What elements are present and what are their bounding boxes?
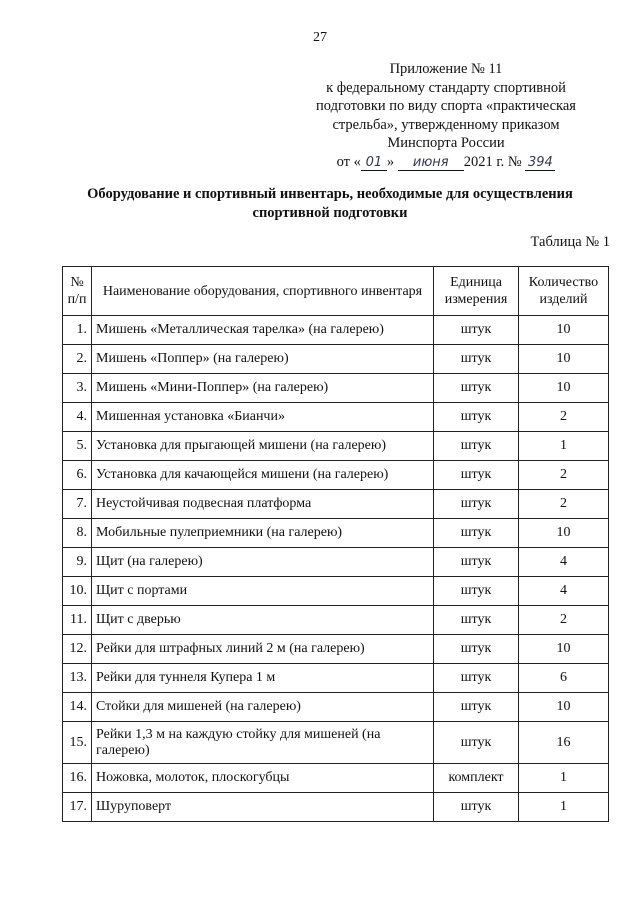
- header-qty: Количество изделий: [519, 267, 609, 316]
- row-qty: 2: [519, 461, 609, 490]
- row-name: Неустойчивая подвесная платформа: [92, 490, 434, 519]
- row-name: Установка для качающейся мишени (на галерею): [92, 461, 434, 490]
- row-unit: комплект: [434, 764, 519, 793]
- table-row: [63, 764, 609, 793]
- appendix-line-5: Минспорта России: [387, 135, 505, 151]
- appendix-line-1: Приложение № 11: [389, 61, 503, 77]
- header-num: № п/п: [63, 267, 92, 316]
- row-name: Щит (на галерею): [92, 548, 434, 577]
- row-num: 7.: [63, 490, 92, 519]
- row-qty: 4: [519, 548, 609, 577]
- row-name: Мишень «Поппер» (на галерею): [92, 345, 434, 374]
- row-unit: штук: [434, 577, 519, 606]
- row-qty: 10: [519, 693, 609, 722]
- table-row: [63, 403, 609, 432]
- date-prefix: от «: [336, 153, 361, 170]
- row-qty: 2: [519, 490, 609, 519]
- row-num: 11.: [63, 606, 92, 635]
- order-date-line: [300, 153, 592, 172]
- row-name: Установка для прыгающей мишени (на галерею): [92, 432, 434, 461]
- row-unit: штук: [434, 461, 519, 490]
- page-number: 27: [313, 30, 327, 45]
- appendix-line-3: подготовки по виду спорта «практическая: [316, 98, 576, 114]
- row-qty: 2: [519, 606, 609, 635]
- row-name: Ножовка, молоток, плоскогубцы: [92, 764, 434, 793]
- row-unit: штук: [434, 345, 519, 374]
- row-unit: штук: [434, 664, 519, 693]
- row-num: 17.: [63, 793, 92, 822]
- handwritten-order-number: 394: [525, 155, 555, 171]
- row-qty: 10: [519, 519, 609, 548]
- row-num: 6.: [63, 461, 92, 490]
- table-header-row: [63, 267, 609, 316]
- row-qty: 16: [519, 722, 609, 764]
- table-row: [63, 548, 609, 577]
- date-mid: »: [386, 153, 395, 170]
- row-qty: 1: [519, 764, 609, 793]
- row-qty: 10: [519, 316, 609, 345]
- table-row: [63, 490, 609, 519]
- row-unit: штук: [434, 693, 519, 722]
- row-name: Щит с дверью: [92, 606, 434, 635]
- equipment-table: [62, 266, 609, 822]
- row-num: 9.: [63, 548, 92, 577]
- table-row: [63, 577, 609, 606]
- row-name: Стойки для мишеней (на галерею): [92, 693, 434, 722]
- row-unit: штук: [434, 606, 519, 635]
- row-num: 5.: [63, 432, 92, 461]
- handwritten-day: 01: [361, 155, 387, 171]
- row-qty: 10: [519, 635, 609, 664]
- table-row: [63, 316, 609, 345]
- row-name: Рейки для штрафных линий 2 м (на галерею): [92, 635, 434, 664]
- row-qty: 10: [519, 374, 609, 403]
- appendix-block: [300, 60, 592, 171]
- table-row: [63, 635, 609, 664]
- row-qty: 4: [519, 577, 609, 606]
- header-name: Наименование оборудования, спортивного инвентаря: [92, 267, 434, 316]
- appendix-line-2: к федеральному стандарту спортивной: [326, 79, 566, 96]
- row-name: Мобильные пулеприемники (на галерею): [92, 519, 434, 548]
- table-row: [63, 461, 609, 490]
- row-qty: 1: [519, 793, 609, 822]
- row-unit: штук: [434, 793, 519, 822]
- row-unit: штук: [434, 432, 519, 461]
- row-unit: штук: [434, 374, 519, 403]
- table-row: [63, 519, 609, 548]
- row-num: 1.: [63, 316, 92, 345]
- row-qty: 2: [519, 403, 609, 432]
- row-num: 13.: [63, 664, 92, 693]
- row-num: 10.: [63, 577, 92, 606]
- row-qty: 6: [519, 664, 609, 693]
- row-num: 3.: [63, 374, 92, 403]
- row-unit: штук: [434, 548, 519, 577]
- row-unit: штук: [434, 316, 519, 345]
- row-num: 12.: [63, 635, 92, 664]
- document-title: Оборудование и спортивный инвентарь, необходимые для осуществления спортивной подготовки: [87, 186, 573, 221]
- row-name: Мишень «Металлическая тарелка» (на галерею): [92, 316, 434, 345]
- row-num: 15.: [63, 722, 92, 764]
- row-num: 16.: [63, 764, 92, 793]
- header-unit: Единица измерения: [434, 267, 519, 316]
- row-unit: штук: [434, 519, 519, 548]
- row-unit: штук: [434, 722, 519, 764]
- row-name: Мишенная установка «Бианчи»: [92, 403, 434, 432]
- row-unit: штук: [434, 635, 519, 664]
- row-name: Шуруповерт: [92, 793, 434, 822]
- row-name: Щит с портами: [92, 577, 434, 606]
- table-row: [63, 606, 609, 635]
- handwritten-month: июня: [398, 155, 464, 171]
- row-num: 8.: [63, 519, 92, 548]
- row-qty: 10: [519, 345, 609, 374]
- table-row: [63, 722, 609, 764]
- table-caption: Таблица № 1: [530, 234, 610, 250]
- table-row: [63, 432, 609, 461]
- row-num: 14.: [63, 693, 92, 722]
- row-name: Рейки для туннеля Купера 1 м: [92, 664, 434, 693]
- table-row: [63, 374, 609, 403]
- row-num: 2.: [63, 345, 92, 374]
- table-row: [63, 664, 609, 693]
- table-row: [63, 693, 609, 722]
- table-row: [63, 345, 609, 374]
- row-unit: штук: [434, 403, 519, 432]
- row-name: Рейки 1,3 м на каждую стойку для мишеней (на галерею): [92, 722, 434, 764]
- row-unit: штук: [434, 490, 519, 519]
- row-name: Мишень «Мини-Поппер» (на галерею): [92, 374, 434, 403]
- row-num: 4.: [63, 403, 92, 432]
- date-year: 2021 г. №: [463, 153, 522, 170]
- row-qty: 1: [519, 432, 609, 461]
- appendix-line-4: стрельба», утвержденному приказом: [332, 116, 560, 133]
- table-row: [63, 793, 609, 822]
